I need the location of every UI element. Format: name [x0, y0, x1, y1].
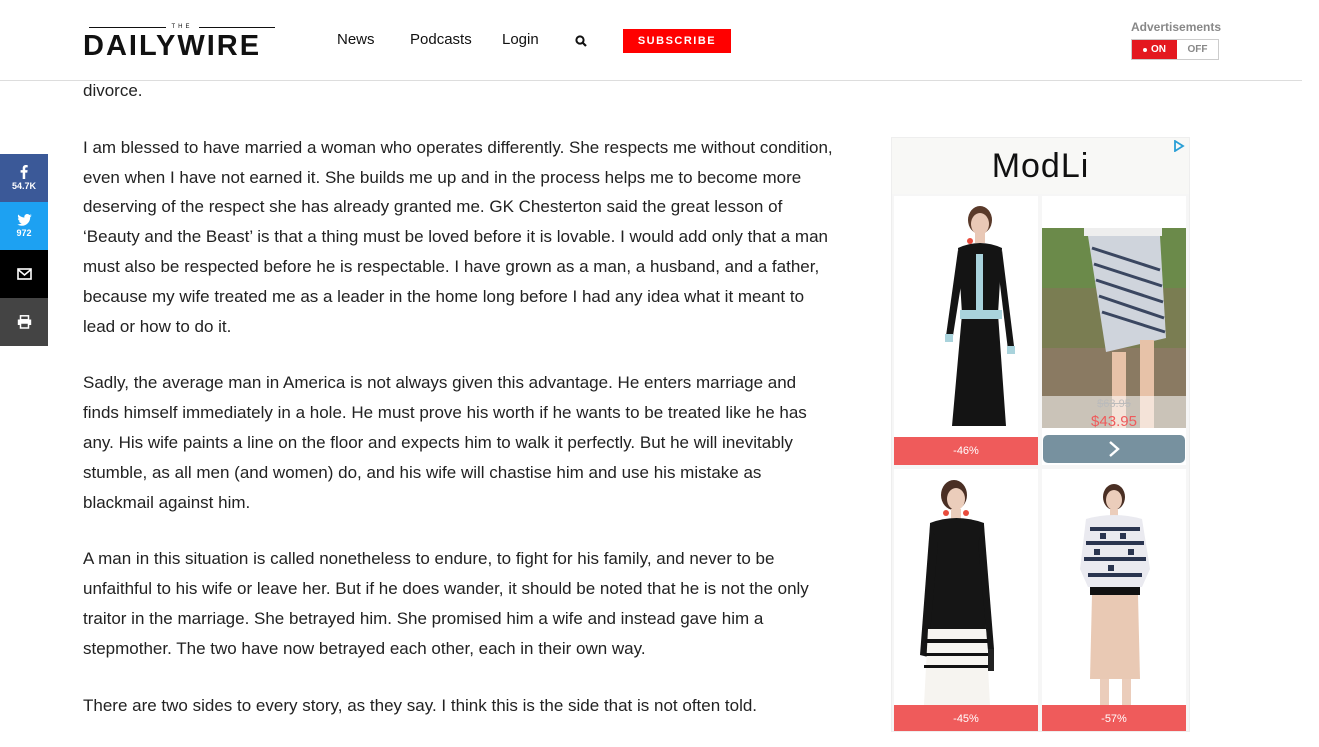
article-paragraph: divorce. [83, 81, 143, 100]
print-button[interactable] [0, 298, 48, 346]
article-paragraph: Sadly, the average man in America is not always given this advantage. He enters marriage and finds himself immediately in a hole. He must prove his worth if he wants to be treated like he has any. His wife paints a line on the floor and expects him to walk it perfectly. But he will inevitably stumble, as all men (and women) do, and his wife will chastise him and use his mistake as blackmail against him. [83, 373, 807, 512]
discount-badge: -45% [894, 705, 1038, 732]
envelope-icon [17, 268, 32, 280]
article-paragraph: I am blessed to have married a woman who operates differently. She respects me without condition, even when I have not earned it. She builds me up and in the process helps me to become more deserving of the respect she has already granted me. GK Chesterton said the great lesson of ‘Beauty and the Beast’ is that a thing must be loved before it is lovable. I would add only that a man must also be respected before he is respectable. I have grown as a man, a husband, and a father, because my wife treated me as a leader in the home long before I had any idea what it meant to lead or how to do it. [83, 137, 833, 336]
product-image-black-top-white-skirt [894, 469, 1038, 705]
printer-icon [17, 315, 32, 329]
sale-price: $43.95 [1091, 413, 1137, 430]
search-icon[interactable] [575, 35, 587, 47]
ad-product-tile[interactable] [1042, 469, 1186, 732]
twitter-share-count: 972 [16, 228, 32, 238]
email-share-button[interactable] [0, 250, 48, 298]
ad-brand-logo[interactable]: ModLi [892, 138, 1189, 194]
article-paragraph: There are two sides to every story, as they say. I think this is the side that is not often told. [83, 695, 758, 715]
nav-news[interactable]: News [337, 31, 375, 48]
product-image-patterned-top-beige-skirt [1042, 469, 1186, 705]
site-header [0, 0, 1302, 81]
ads-toggle[interactable] [1131, 39, 1219, 60]
advertisements-label: Advertisements [1131, 20, 1222, 34]
modli-advertisement[interactable] [891, 137, 1190, 732]
facebook-share-count: 54.7K [11, 181, 37, 191]
ad-product-tile[interactable] [1042, 196, 1186, 465]
adchoices-icon[interactable] [1173, 140, 1185, 152]
logo-wordmark: DAILYWIRE [83, 30, 262, 62]
chevron-right-icon [1108, 440, 1120, 458]
ad-product-tile[interactable] [894, 469, 1038, 732]
subscribe-button[interactable]: SUBSCRIBE [623, 29, 731, 53]
facebook-icon [20, 165, 28, 179]
nav-podcasts[interactable]: Podcasts [410, 31, 472, 48]
ads-toggle-on[interactable]: ON [1132, 40, 1177, 59]
discount-badge: -46% [894, 437, 1038, 465]
carousel-next-button[interactable] [1043, 435, 1185, 463]
article-paragraph: A man in this situation is called nonetheless to endure, to fight for his family, and never to be unfaithful to his wife or leave her. But if he does wander, it should be noted that he is not the only traitor in the marriage. She betrayed him. She promised him a wife and instead gave him a stepmother. The two have now betrayed each other, each in their own way. [83, 549, 809, 658]
article-body [83, 76, 833, 747]
ad-product-tile[interactable] [894, 196, 1038, 465]
twitter-share-button[interactable] [0, 202, 48, 250]
dailywire-logo[interactable] [83, 23, 281, 60]
nav-login[interactable]: Login [502, 31, 539, 48]
twitter-icon [17, 214, 32, 226]
logo-the: THE [83, 23, 281, 31]
facebook-share-button[interactable] [0, 154, 48, 202]
original-price: $63.95 [1097, 398, 1131, 410]
discount-badge: -57% [1042, 705, 1186, 732]
product-image-black-dress [894, 196, 1038, 436]
ads-toggle-off[interactable]: OFF [1187, 44, 1208, 55]
